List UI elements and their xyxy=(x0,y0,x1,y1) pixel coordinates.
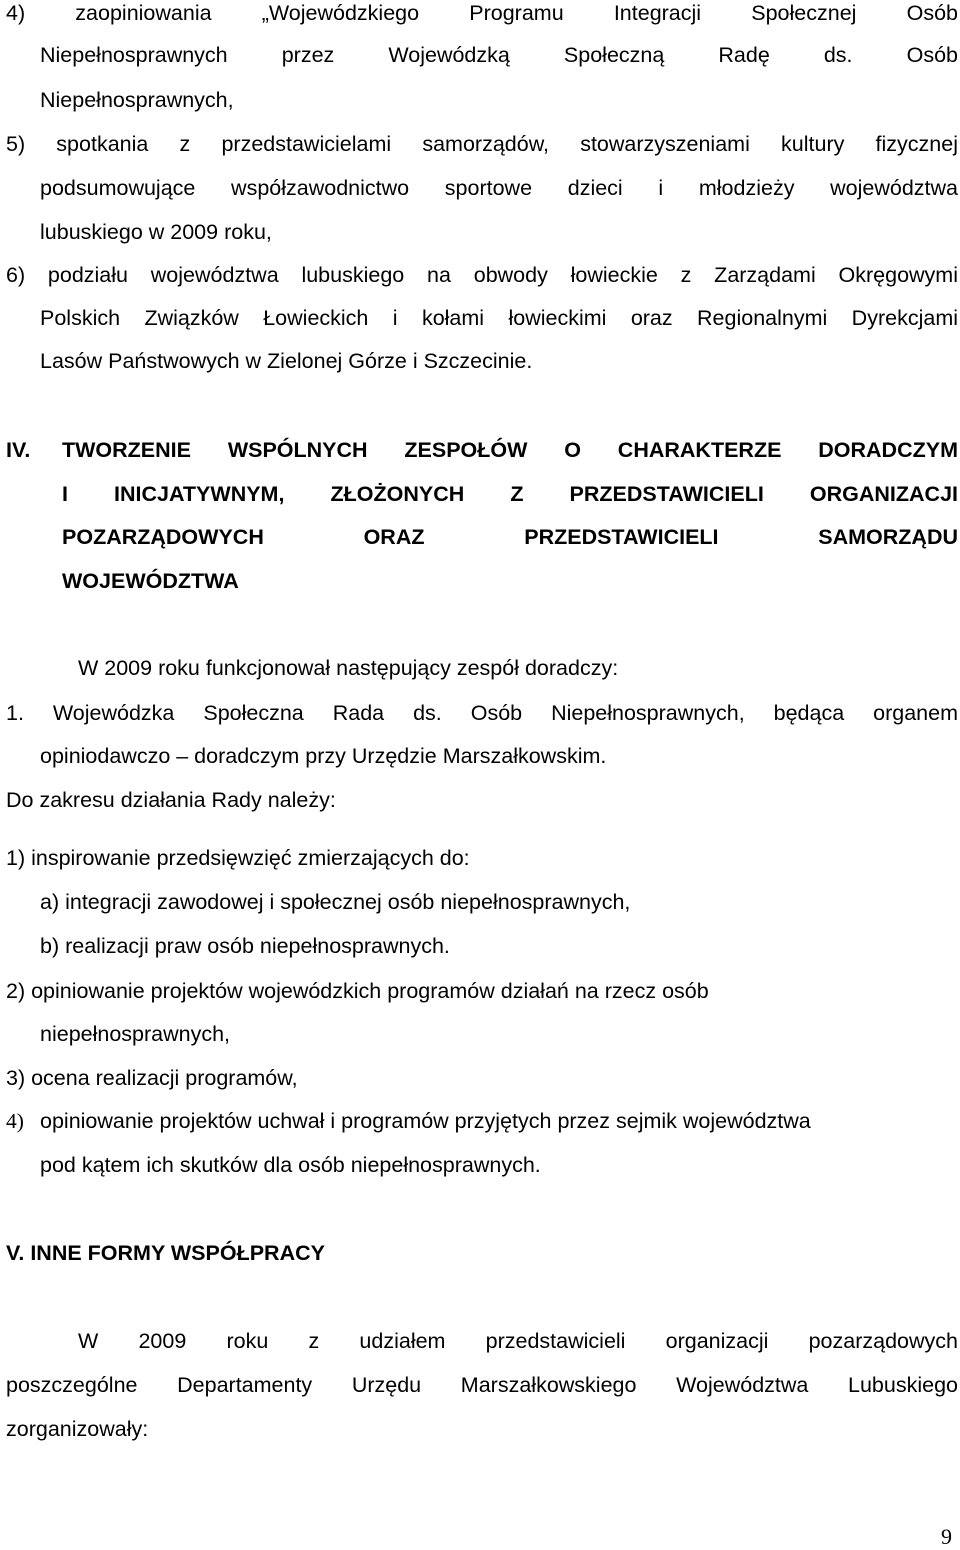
section5-line1: W 2009 roku z udziałem przedstawicieli organizacji pozarządowych xyxy=(78,1329,958,1353)
list-item-4-line1: opiniowanie projektów uchwał i programów przyjętych przez sejmik województwa xyxy=(40,1109,811,1133)
list-item-2-line1: 2) opiniowanie projektów wojewódzkich programów działań na rzecz osób xyxy=(6,979,709,1003)
section4-number: IV. xyxy=(6,438,31,462)
list-item-4-line2: pod kątem ich skutków dla osób niepełnosprawnych. xyxy=(40,1153,541,1177)
list-item-1b: b) realizacji praw osób niepełnosprawnych. xyxy=(40,934,450,958)
list-item-1a: a) integracji zawodowej i społecznej osób niepełnosprawnych, xyxy=(40,890,631,914)
page-number: 9 xyxy=(941,1524,952,1549)
list-item-3: 3) ocena realizacji programów, xyxy=(6,1066,298,1090)
section5-title: V. INNE FORMY WSPÓŁPRACY xyxy=(6,1241,325,1265)
item5-line2: podsumowujące współzawodnictwo sportowe dzieci i młodzieży województwa xyxy=(40,176,958,200)
item5-line3: lubuskiego w 2009 roku, xyxy=(40,220,272,244)
item6-line3: Lasów Państwowych w Zielonej Górze i Szczecinie. xyxy=(40,349,533,373)
team1-line1: 1. Wojewódzka Społeczna Rada ds. Osób Niepełnosprawnych, będąca organem xyxy=(6,701,958,725)
section4-title-line3: POZARZĄDOWYCH ORAZ PRZEDSTAWICIELI SAMORZĄDU xyxy=(62,525,958,549)
item6-line1: 6) podziału województwa lubuskiego na obwody łowieckie z Zarządami Okręgowymi xyxy=(6,263,958,287)
list-item-2-line2: niepełnosprawnych, xyxy=(40,1022,231,1046)
item5-line1: 5) spotkania z przedstawicielami samorządów, stowarzyszeniami kultury fizycznej xyxy=(6,132,958,156)
item6-line2: Polskich Związków Łowieckich i kołami łowieckimi oraz Regionalnymi Dyrekcjami xyxy=(40,306,958,330)
list-item-4-number: 4) xyxy=(6,1109,24,1133)
team1-line2: opiniodawczo – doradczym przy Urzędzie Marszałkowskim. xyxy=(40,744,607,768)
section5-line3: zorganizowały: xyxy=(6,1417,149,1441)
section4-title-line2: I INICJATYWNYM, ZŁOŻONYCH Z PRZEDSTAWICIELI ORGANIZACJI xyxy=(62,482,958,506)
section4-intro: W 2009 roku funkcjonował następujący zespół doradczy: xyxy=(78,656,619,680)
item4-line1: 4) zaopiniowania „Wojewódzkiego Programu Integracji Społecznej Osób xyxy=(6,1,958,25)
item4-line2: Niepełnosprawnych przez Wojewódzką Społeczną Radę ds. Osób xyxy=(40,43,958,67)
list-item-1: 1) inspirowanie przedsięwzięć zmierzających do: xyxy=(6,846,470,870)
section5-line2: poszczególne Departamenty Urzędu Marszałkowskiego Województwa Lubuskiego xyxy=(6,1373,958,1397)
section4-title-line1: TWORZENIE WSPÓLNYCH ZESPOŁÓW O CHARAKTERZE DORADCZYM xyxy=(62,438,958,462)
item4-line3: Niepełnosprawnych, xyxy=(40,88,234,112)
section4-title-line4: WOJEWÓDZTWA xyxy=(62,569,239,593)
scope-text: Do zakresu działania Rady należy: xyxy=(6,788,336,812)
